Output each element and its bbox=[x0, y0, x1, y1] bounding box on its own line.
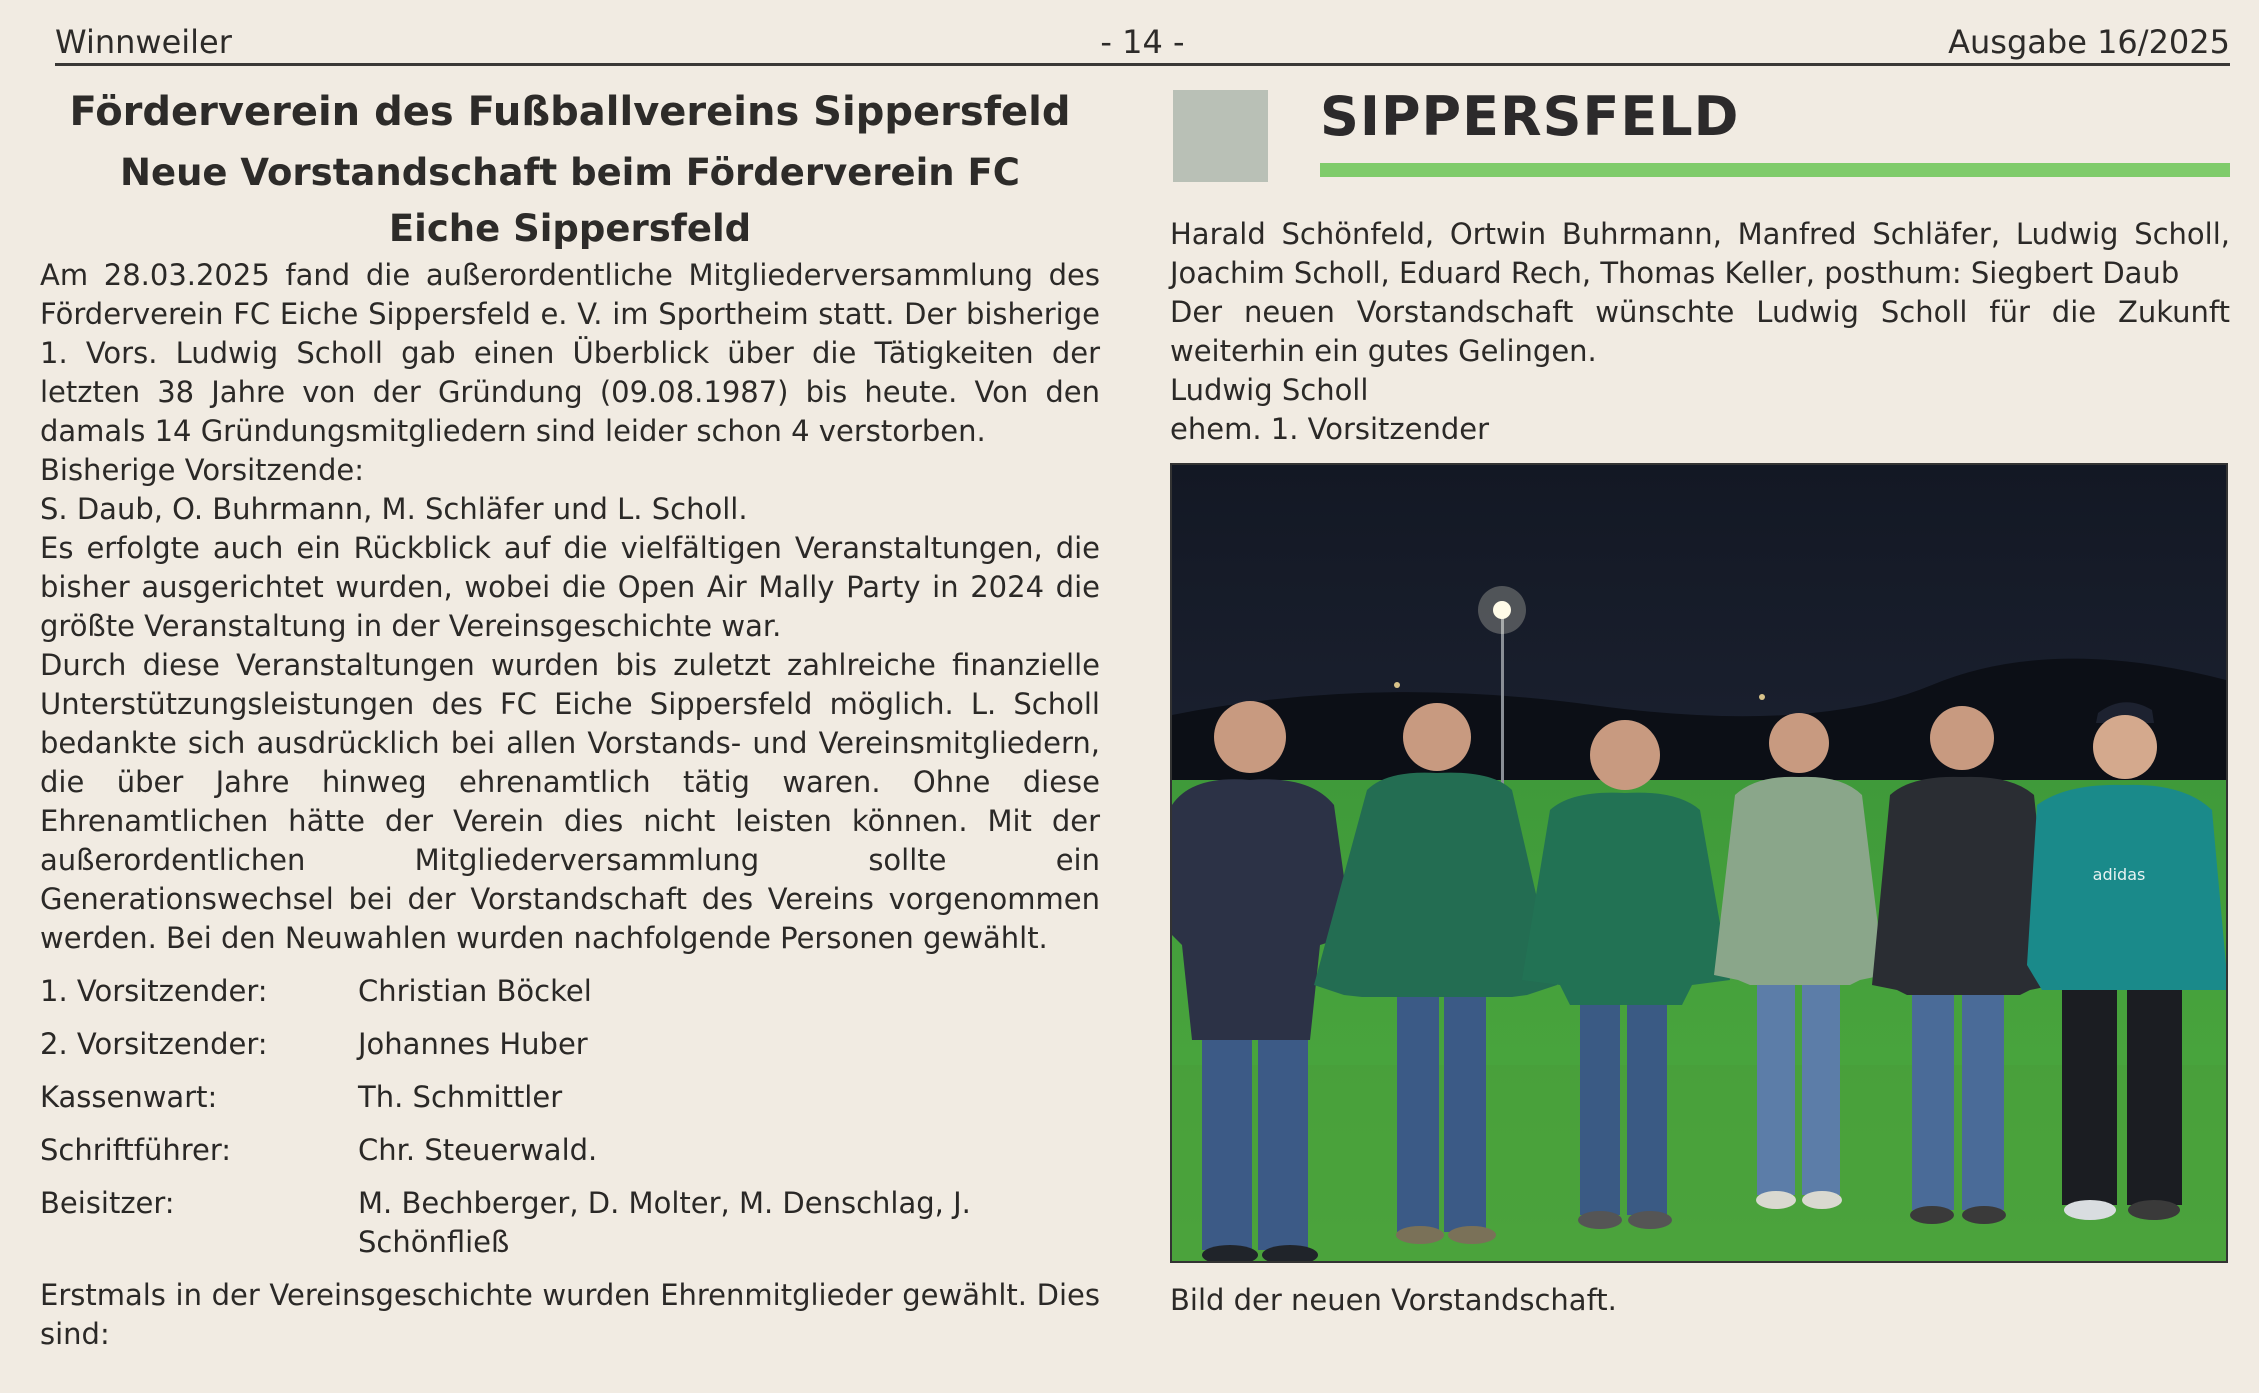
team-photo-illustration bbox=[1172, 465, 2226, 1261]
roster-row bbox=[40, 1184, 1100, 1262]
roster-row bbox=[40, 1025, 1100, 1064]
roster-role: 1. Vorsitzender: bbox=[40, 974, 268, 1008]
roster-row bbox=[40, 1078, 1100, 1117]
section-header bbox=[1170, 85, 2230, 185]
shirt-logo-text: adidas bbox=[2092, 865, 2146, 884]
section-underline bbox=[1320, 163, 2230, 177]
board-roster bbox=[40, 972, 1100, 1262]
roster-name: Th. Schmittler bbox=[358, 1080, 563, 1114]
roster-role: Kassenwart: bbox=[40, 1080, 218, 1114]
paragraph: Durch diese Veranstaltungen wurden bis zuletzt zahlreiche finanzielle Unterstützungsleistungen des FC Eiche Sippersfeld möglich. L. Scholl bedankte sich ausdrücklich bei allen Vorstands- und Vereinsmitgliedern, die über Jahre hinweg ehrenamtlich tätig waren. Ohne diese Ehrenamtlichen hätte der Verein dies nicht leisten können. Mit der außerordentlichen Mitgliederversammlung sollte ein Generationswechsel bei der Vorstandschaft des Vereins vorgenommen werden. Bei den Neuwahlen wurden nachfolgende Personen gewählt. bbox=[40, 648, 1100, 955]
roster-name: Johannes Huber bbox=[358, 1027, 588, 1061]
header-issue: Ausgabe 16/2025 bbox=[1948, 23, 2230, 61]
paragraph: Am 28.03.2025 fand die außerordentliche Mitgliederversammlung des Förderverein FC Eiche Sippersfeld e. V. im Sportheim statt. Der bisherige 1. Vors. Ludwig Scholl gab einen Überblick über die Tätigkeiten der letzten 38 Jahre von der Gründung (09.08.1987) bis heute. Von den damals 14 Gründungsmitgliedern sind leider schon 4 verstorben. bbox=[40, 258, 1100, 448]
paragraph: Es erfolgte auch ein Rückblick auf die vielfältigen Veranstaltungen, die bisher ausgerichtet wurden, wobei die Open Air Mally Party in 2024 die größte Veranstaltung in der Vereinsgeschichte war. bbox=[40, 531, 1100, 643]
article-closing: Erstmals in der Vereinsgeschichte wurden Ehrenmitglieder gewählt. Dies sind: bbox=[40, 1278, 1100, 1351]
header-page-number: - 14 - bbox=[1100, 23, 1185, 61]
signature-name: Ludwig Scholl bbox=[1170, 373, 1369, 407]
right-column bbox=[1170, 85, 2230, 1317]
roster-name: Christian Böckel bbox=[358, 974, 592, 1008]
roster-role: 2. Vorsitzender: bbox=[40, 1027, 268, 1061]
roster-role: Schriftführer: bbox=[40, 1133, 232, 1167]
roster-row bbox=[40, 972, 1100, 1011]
paragraph: Der neuen Vorstandschaft wünschte Ludwig Scholl für die Zukunft weiterhin ein gutes Gelingen. bbox=[1170, 295, 2230, 368]
team-photo bbox=[1170, 463, 2228, 1263]
continued-text bbox=[1170, 215, 2230, 449]
section-marker bbox=[1173, 90, 1268, 182]
roster-name: Chr. Steuerwald. bbox=[358, 1133, 598, 1167]
page-header bbox=[55, 22, 2230, 66]
left-column bbox=[40, 85, 1100, 1354]
signature-role: ehem. 1. Vorsitzender bbox=[1170, 412, 1490, 446]
section-title: SIPPERSFELD bbox=[1320, 85, 1740, 148]
paragraph: S. Daub, O. Buhrmann, M. Schläfer und L. Scholl. bbox=[40, 492, 748, 526]
article-subtitle: Neue Vorstandschaft beim Förderverein FC Eiche Sippersfeld bbox=[120, 151, 1020, 250]
paragraph: Harald Schönfeld, Ortwin Buhrmann, Manfred Schläfer, Ludwig Scholl, Joachim Scholl, Eduard Rech, Thomas Keller, posthum: Siegbert Daub bbox=[1170, 217, 2230, 290]
roster-name: M. Bechberger, D. Molter, M. Denschlag, J. Schönfließ bbox=[358, 1186, 971, 1259]
paragraph: Bisherige Vorsitzende: bbox=[40, 453, 364, 487]
photo-caption: Bild der neuen Vorstandschaft. bbox=[1170, 1283, 1617, 1317]
article-body bbox=[40, 256, 1100, 958]
header-town: Winnweiler bbox=[55, 23, 232, 61]
roster-role: Beisitzer: bbox=[40, 1186, 175, 1220]
roster-row bbox=[40, 1131, 1100, 1170]
article-title: Förderverein des Fußballvereins Sippersfeld bbox=[69, 89, 1071, 135]
